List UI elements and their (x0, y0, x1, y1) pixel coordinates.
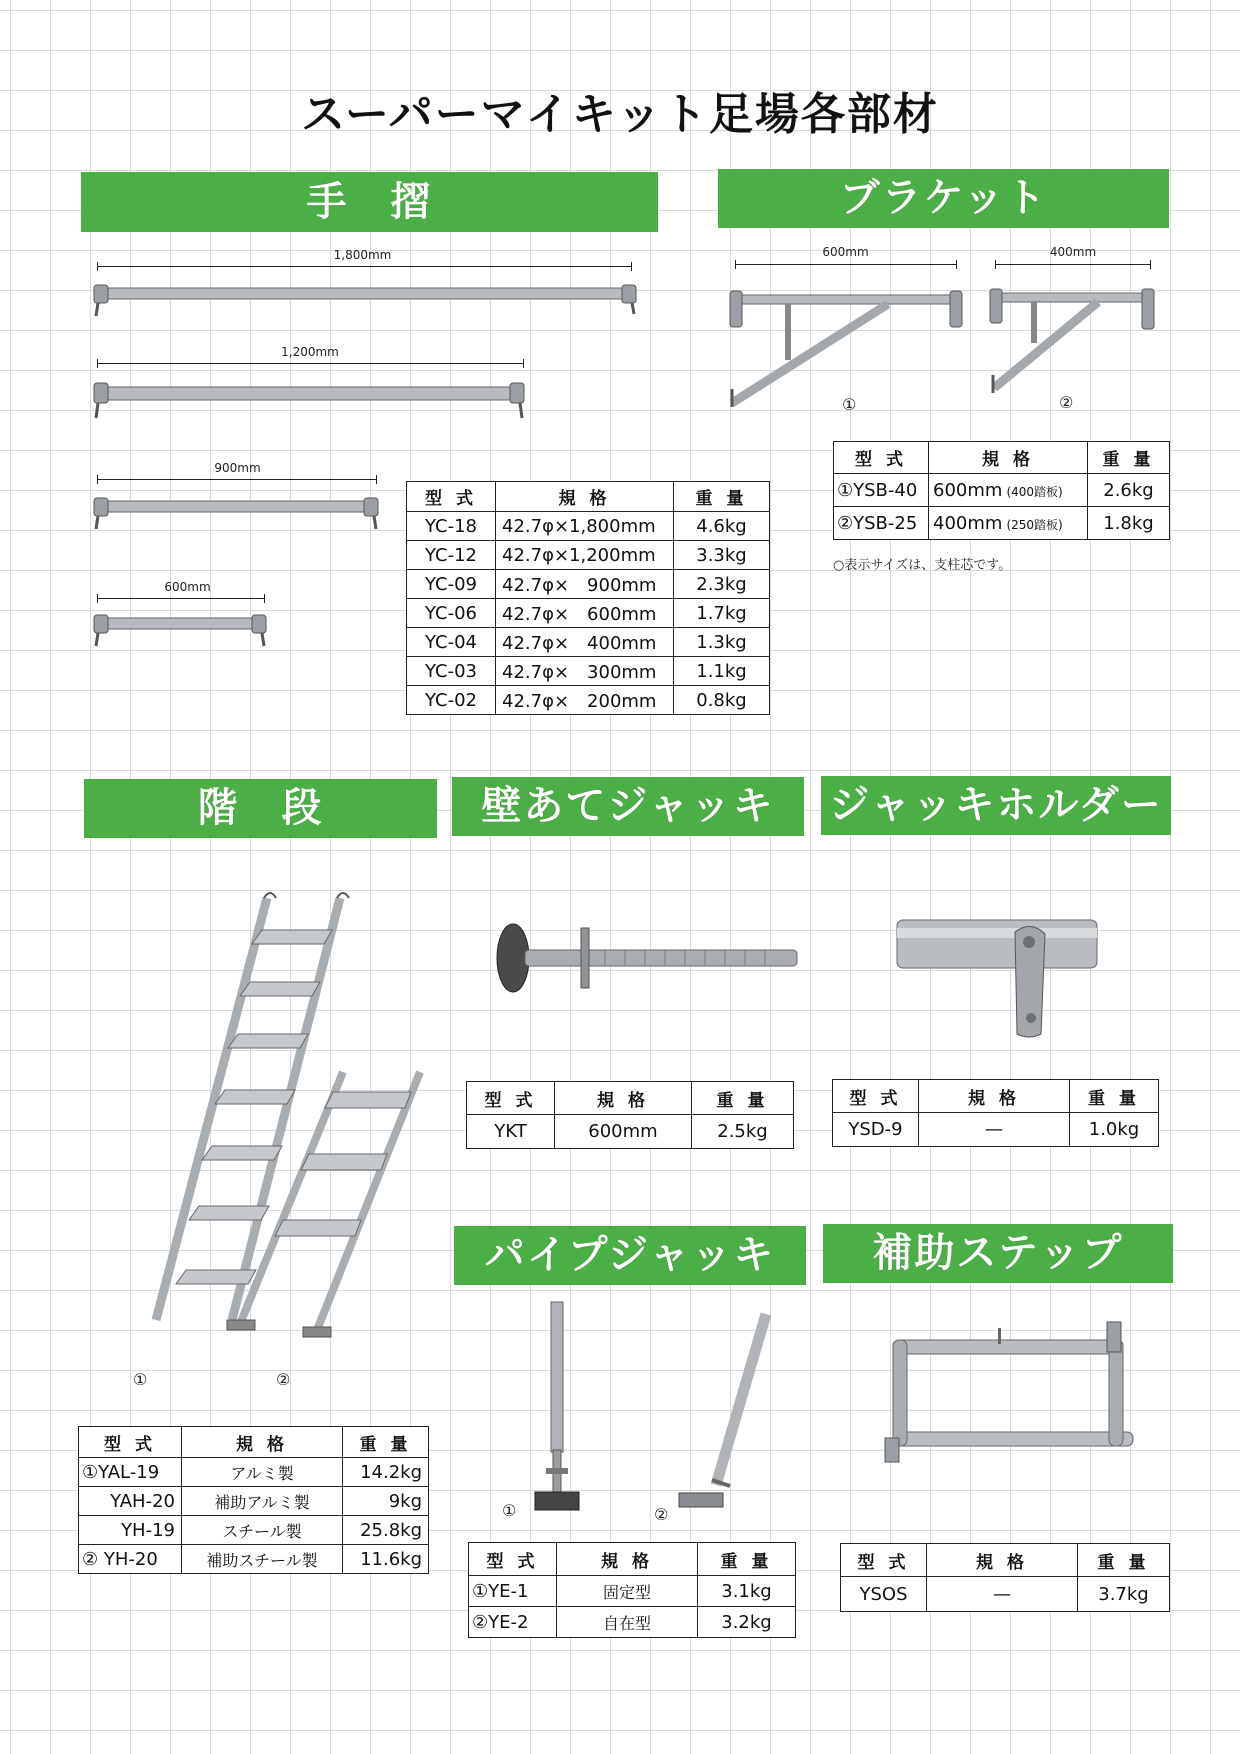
cell-weight: 2.5kg (692, 1115, 794, 1149)
cell-spec: 42.7φ× 900mm (496, 570, 674, 599)
dimension-line (97, 266, 632, 267)
pipe-jack-spec-table (468, 1542, 796, 1638)
header-spec: 規 格 (929, 442, 1088, 474)
jack-holder-spec-table (832, 1079, 1159, 1147)
cell-weight: 1.1kg (674, 657, 770, 686)
cell-spec: 42.7φ× 600mm (496, 599, 674, 628)
handrail-dim-600: 600mm (164, 580, 211, 594)
cell-model: ②YE-2 (469, 1607, 557, 1638)
wall-jack-banner: 壁あてジャッキ (452, 777, 804, 836)
header-spec: 規 格 (927, 1544, 1078, 1577)
jack-holder-banner: ジャッキホルダー (821, 776, 1171, 835)
aux-step-banner: 補助ステップ (823, 1224, 1173, 1283)
handrail-1800-image (92, 280, 642, 320)
cell-model: ①YAL-19 (79, 1458, 182, 1487)
handrail-spec-table (406, 481, 770, 715)
header-model: 型 式 (833, 1080, 919, 1113)
cell-weight: 3.2kg (698, 1607, 796, 1638)
cell-model: YAH-20 (79, 1487, 182, 1516)
cell-spec: 固定型 (557, 1576, 698, 1607)
cell-model: YC-03 (407, 657, 496, 686)
cell-weight: 9kg (343, 1487, 429, 1516)
cell-spec: 補助スチール製 (182, 1545, 343, 1574)
cell-spec: 自在型 (557, 1607, 698, 1638)
header-model: 型 式 (469, 1543, 557, 1576)
header-weight: 重 量 (698, 1543, 796, 1576)
header-spec: 規 格 (919, 1080, 1070, 1113)
cell-weight: 14.2kg (343, 1458, 429, 1487)
cell-spec: 42.7φ× 200mm (496, 686, 674, 715)
dimension-line (995, 264, 1151, 265)
cell-weight: 3.7kg (1078, 1577, 1170, 1612)
cell-spec (929, 507, 1088, 540)
header-weight: 重 量 (674, 482, 770, 512)
handrail-600-image (92, 610, 277, 652)
bracket-dim-600: 600mm (822, 245, 869, 259)
wall-jack-spec-table (466, 1081, 794, 1149)
handrail-dim-900: 900mm (214, 461, 261, 475)
pipe-jack-fixed-image (532, 1300, 592, 1520)
header-spec: 規 格 (557, 1543, 698, 1576)
header-weight: 重 量 (343, 1427, 429, 1458)
cell-model: YSOS (841, 1577, 927, 1612)
cell-spec: — (927, 1577, 1078, 1612)
stairs-banner: 階 段 (84, 779, 437, 838)
handrail-900-image (92, 493, 387, 535)
handrail-dim-1200: 1,200mm (281, 345, 339, 359)
cell-weight: 1.8kg (1088, 507, 1170, 540)
cell-spec: 42.7φ× 400mm (496, 628, 674, 657)
pipe-jack-marker-2: ② (654, 1505, 669, 1524)
cell-weight: 3.1kg (698, 1576, 796, 1607)
cell-model: ①YSB-40 (834, 474, 929, 507)
cell-weight: 4.6kg (674, 512, 770, 541)
stairs-auxiliary-image (225, 1062, 435, 1342)
aux-step-spec-table (840, 1543, 1170, 1612)
header-spec: 規 格 (555, 1082, 692, 1115)
spec-board: (400踏板) (1006, 484, 1063, 499)
cell-weight: 0.8kg (674, 686, 770, 715)
cell-model: ② YH-20 (79, 1545, 182, 1574)
header-weight: 重 量 (692, 1082, 794, 1115)
cell-model: YC-12 (407, 541, 496, 570)
header-model: 型 式 (834, 442, 929, 474)
header-spec: 規 格 (496, 482, 674, 512)
cell-model: YC-06 (407, 599, 496, 628)
cell-weight: 11.6kg (343, 1545, 429, 1574)
cell-spec: — (919, 1113, 1070, 1147)
cell-spec: 42.7φ× 300mm (496, 657, 674, 686)
bracket-note: ○表示サイズは、支柱芯です。 (833, 558, 1012, 573)
spec-size: 600mm (933, 479, 1003, 501)
header-weight: 重 量 (1070, 1080, 1159, 1113)
wall-jack-image (495, 920, 805, 995)
cell-weight: 2.3kg (674, 570, 770, 599)
spec-board: (250踏板) (1006, 517, 1063, 532)
cell-spec: スチール製 (182, 1516, 343, 1545)
dimension-line (97, 363, 524, 364)
stairs-marker-1: ① (133, 1370, 148, 1389)
header-weight: 重 量 (1088, 442, 1170, 474)
cell-model: YC-04 (407, 628, 496, 657)
header-model: 型 式 (467, 1082, 555, 1115)
cell-spec: 600mm (555, 1115, 692, 1149)
header-weight: 重 量 (1078, 1544, 1170, 1577)
header-model: 型 式 (79, 1427, 182, 1458)
cell-weight: 1.3kg (674, 628, 770, 657)
cell-model: YH-19 (79, 1516, 182, 1545)
bracket-marker-2: ② (1059, 393, 1074, 412)
bracket-banner: ブラケット (718, 169, 1169, 228)
header-model: 型 式 (841, 1544, 927, 1577)
header-spec: 規 格 (182, 1427, 343, 1458)
cell-weight: 1.7kg (674, 599, 770, 628)
cell-model: YKT (467, 1115, 555, 1149)
cell-spec: アルミ製 (182, 1458, 343, 1487)
cell-model: YC-02 (407, 686, 496, 715)
cell-spec: 42.7φ×1,200mm (496, 541, 674, 570)
pipe-jack-swivel-image (676, 1310, 776, 1520)
cell-weight: 1.0kg (1070, 1113, 1159, 1147)
handrail-1200-image (92, 378, 532, 423)
aux-step-image (883, 1320, 1143, 1470)
handrail-dim-1800: 1,800mm (333, 248, 392, 262)
cell-model: YC-18 (407, 512, 496, 541)
bracket-marker-1: ① (842, 395, 857, 414)
stairs-spec-table (78, 1426, 429, 1574)
bracket-spec-table (833, 441, 1170, 540)
cell-spec: 42.7φ×1,800mm (496, 512, 674, 541)
handrail-banner: 手 摺 (81, 172, 658, 232)
stairs-marker-2: ② (276, 1370, 291, 1389)
cell-model: YC-09 (407, 570, 496, 599)
bracket-400-image (988, 283, 1158, 403)
spec-size: 400mm (933, 512, 1003, 534)
cell-weight: 25.8kg (343, 1516, 429, 1545)
dimension-line (97, 598, 265, 599)
pipe-jack-banner: パイプジャッキ (454, 1226, 806, 1285)
cell-weight: 3.3kg (674, 541, 770, 570)
cell-spec: 補助アルミ製 (182, 1487, 343, 1516)
cell-spec (929, 474, 1088, 507)
pipe-jack-marker-1: ① (502, 1501, 517, 1520)
cell-model: ②YSB-25 (834, 507, 929, 540)
bracket-dim-400: 400mm (1049, 245, 1097, 259)
page-title: スーパーマイキット足場各部材 (301, 89, 939, 140)
dimension-line (735, 264, 957, 265)
dimension-line (97, 479, 377, 480)
cell-model: ①YE-1 (469, 1576, 557, 1607)
cell-model: YSD-9 (833, 1113, 919, 1147)
jack-holder-image (895, 910, 1105, 1040)
cell-weight: 2.6kg (1088, 474, 1170, 507)
header-model: 型 式 (407, 482, 496, 512)
